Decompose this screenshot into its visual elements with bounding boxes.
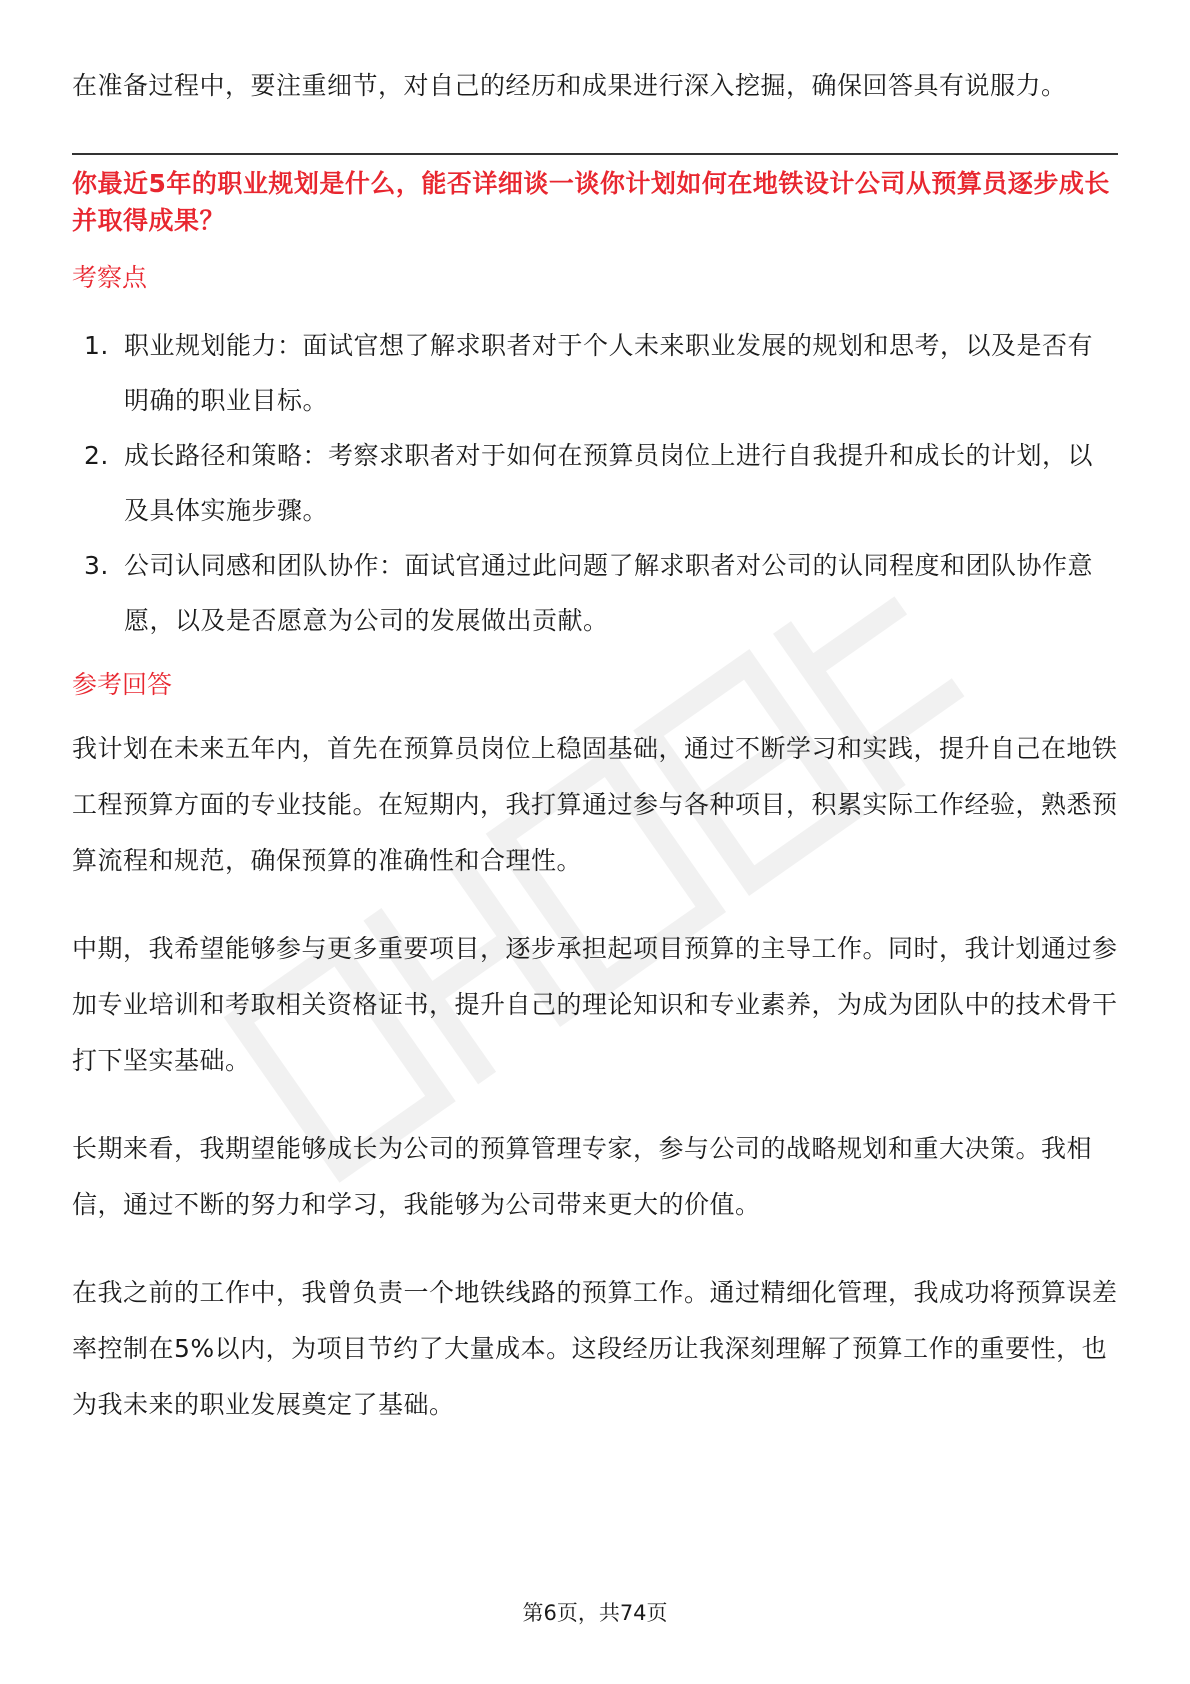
page-footer: 第6页，共74页 <box>522 1601 668 1625</box>
focus-point-number: 1. <box>84 331 109 360</box>
answer-paragraph: 在我之前的工作中，我曾负责一个地铁线路的预算工作。通过精细化管理，我成功将预算误差率控制在5%以内，为项目节约了大量成本。这段经历让我深刻理解了预算工作的重要性，也为我未来的职业发展奠定了基础。 <box>72 1278 1118 1419</box>
answer-paragraph: 我计划在未来五年内，首先在预算员岗位上稳固基础，通过不断学习和实践，提升自己在地铁工程预算方面的专业技能。在短期内，我打算通过参与各种项目，积累实际工作经验，熟悉预算流程和规范，确保预算的准确性和合理性。 <box>72 734 1118 875</box>
answer-paragraph: 中期，我希望能够参与更多重要项目，逐步承担起项目预算的主导工作。同时，我计划通过参加专业培训和考取相关资格证书，提升自己的理论知识和专业素养，为成为团队中的技术骨干打下坚实基础。 <box>72 934 1118 1075</box>
focus-point <box>72 538 1118 648</box>
focus-point-text: 成长路径和策略：考察求职者对于如何在预算员岗位上进行自我提升和成长的计划，以及具体实施步骤。 <box>124 441 1094 525</box>
focus-point-number: 3. <box>84 551 109 580</box>
focus-point <box>72 428 1118 538</box>
focus-point-text: 公司认同感和团队协作：面试官通过此问题了解求职者对公司的认同程度和团队协作意愿，以及是否愿意为公司的发展做出贡献。 <box>124 551 1094 635</box>
focus-points-list <box>72 318 1118 648</box>
focus-point-number: 2. <box>84 441 109 470</box>
focus-point <box>72 318 1118 428</box>
page-content <box>72 58 1118 1465</box>
interview-question: 你最近5年的职业规划是什么，能否详细谈一谈你计划如何在地铁设计公司从预算员逐步成长并取得成果？ <box>72 169 1110 235</box>
intro-paragraph: 在准备过程中，要注重细节，对自己的经历和成果进行深入挖掘，确保回答具有说服力。 <box>72 71 1067 100</box>
focus-point-text: 职业规划能力：面试官想了解求职者对于个人未来职业发展的规划和思考，以及是否有明确的职业目标。 <box>124 331 1094 415</box>
section-divider <box>72 153 1118 155</box>
answer-paragraph: 长期来看，我期望能够成长为公司的预算管理专家，参与公司的战略规划和重大决策。我相信，通过不断的努力和学习，我能够为公司带来更大的价值。 <box>72 1134 1093 1219</box>
answer-heading: 参考回答 <box>72 670 173 699</box>
focus-heading: 考察点 <box>72 263 148 292</box>
